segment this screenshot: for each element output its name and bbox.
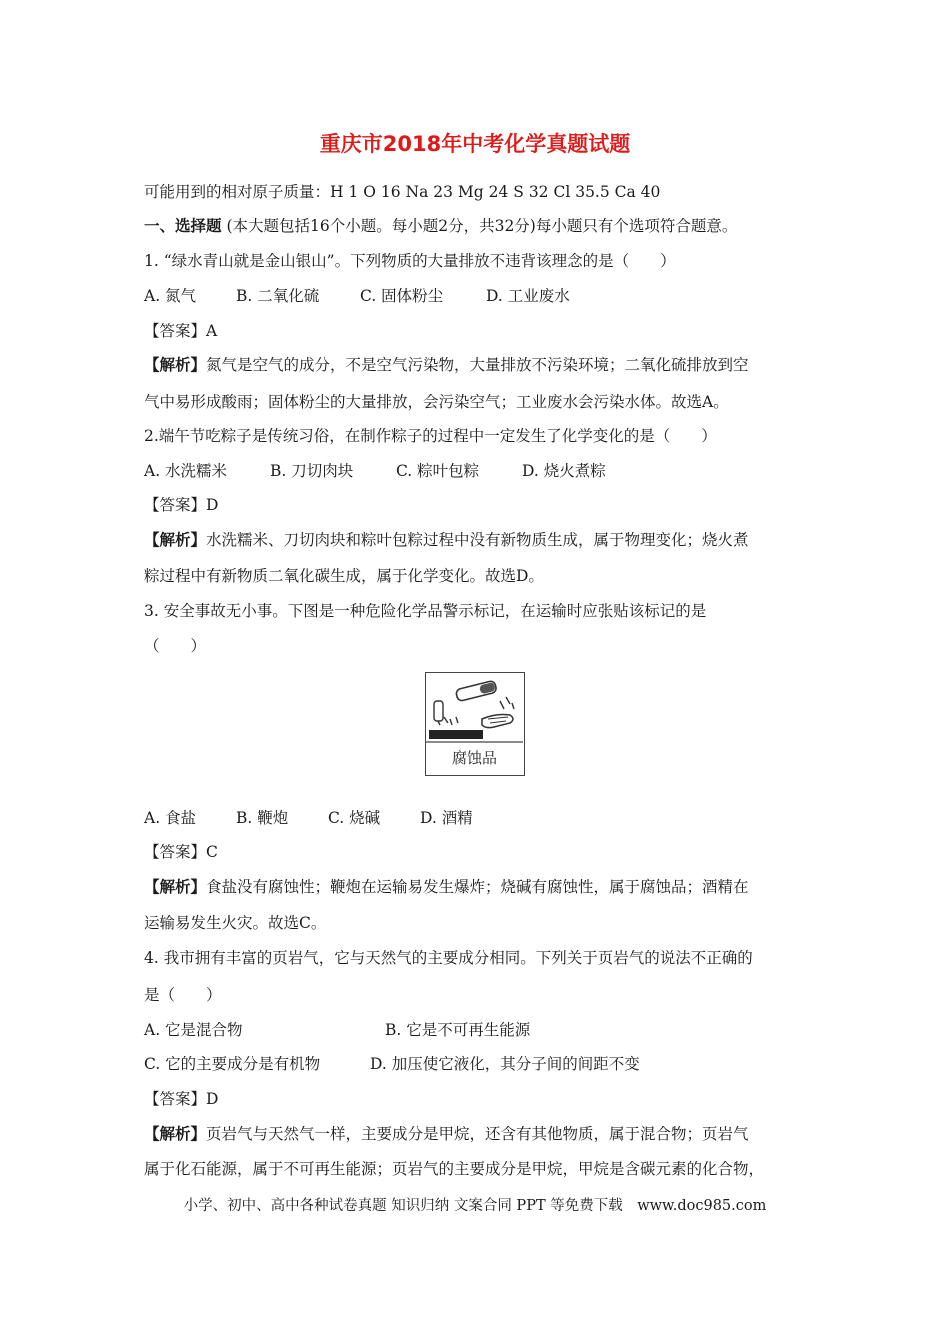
q1-option-d: D. 工业废水 [486, 287, 570, 305]
q2-option-c: C. 粽叶包粽 [396, 462, 480, 480]
q2-option-d: D. 烧火煮粽 [522, 462, 606, 480]
q3-analysis-line-2: 运输易发生火灾。故选C。 [144, 914, 327, 932]
q2-analysis-line-1 [144, 530, 749, 550]
q4-analysis-line-1 [144, 1124, 749, 1144]
q2-analysis-text-1: 水洗糯米、刀切肉块和粽叶包粽过程中没有新物质生成，属于物理变化；烧火煮 [206, 531, 749, 549]
q3-option-d: D. 酒精 [420, 809, 473, 827]
q3-stem-line-1: 3. 安全事故无小事。下图是一种危险化学品警示标记，在运输时应张贴该标记的是 [144, 602, 707, 620]
q2-options [144, 461, 606, 481]
q1-analysis-text-1: 氮气是空气的成分，不是空气污染物，大量排放不污染环境；二氧化硫排放到空 [206, 356, 749, 374]
q3-option-c: C. 烧碱 [328, 809, 381, 827]
page-footer: 小学、初中、高中各种试卷真题 知识归纳 文案合同 PPT 等免费下载 www.doc985.com [183, 1198, 767, 1214]
q4-option-c: C. 它的主要成分是有机物 [144, 1055, 321, 1073]
q4-option-a: A. 它是混合物 [144, 1021, 243, 1039]
q1-analysis-line-1 [144, 355, 749, 375]
q4-option-d: D. 加压使它液化，其分子间的间距不变 [370, 1055, 640, 1073]
q3-analysis-line-1 [144, 877, 749, 897]
q3-answer: 【答案】C [144, 843, 218, 861]
q1-option-b: B. 二氧化硫 [236, 287, 320, 305]
q2-analysis-label: 【解析】 [144, 530, 207, 549]
q2-analysis-line-2: 粽过程中有新物质二氧化碳生成，属于化学变化。故选D。 [144, 567, 544, 585]
corrosive-warning-sign [425, 672, 525, 776]
q3-analysis-text-1: 食盐没有腐蚀性；鞭炮在运输易发生爆炸；烧碱有腐蚀性，属于腐蚀品；酒精在 [206, 878, 749, 896]
q2-answer: 【答案】D [144, 496, 219, 514]
sign-label: 腐蚀品 [451, 749, 498, 767]
q4-option-b: B. 它是不可再生能源 [385, 1021, 531, 1039]
q4-stem-line-2: 是（ ） [144, 986, 222, 1004]
q4-analysis-line-2: 属于化石能源，属于不可再生能源；页岩气的主要成分是甲烷，甲烷是含碳元素的化合物， [144, 1160, 765, 1178]
page-title: 重庆市2018年中考化学真题试题 [319, 132, 631, 156]
q1-analysis-line-2: 气中易形成酸雨；固体粉尘的大量排放，会污染空气；工业废水会污染水体。故选A。 [144, 393, 729, 411]
q4-stem-line-1: 4. 我市拥有丰富的页岩气，它与天然气的主要成分相同。下列关于页岩气的说法不正确的 [144, 949, 753, 967]
q2-stem: 2.端午节吃粽子是传统习俗，在制作粽子的过程中一定发生了化学变化的是（ ） [144, 427, 717, 445]
atomic-masses: 可能用到的相对原子质量：H 1 O 16 Na 23 Mg 24 S 32 Cl 35.5 Ca 40 [144, 183, 661, 201]
q1-stem: 1. “绿水青山就是金山银山”。下列物质的大量排放不违背该理念的是（ ） [144, 252, 676, 270]
section-heading-line [144, 216, 737, 236]
q1-option-a: A. 氮气 [144, 287, 197, 305]
q2-option-b: B. 刀切肉块 [270, 462, 354, 480]
corrosive-hazard-icon [426, 673, 523, 774]
section-note: (本大题包括16个小题。每小题2分，共32分)每小题只有个选项符合题意。 [226, 217, 738, 235]
q1-answer: 【答案】A [144, 322, 218, 340]
q3-option-a: A. 食盐 [144, 809, 197, 827]
section-heading: 一、选择题 [144, 216, 222, 235]
q2-option-a: A. 水洗糯米 [144, 462, 228, 480]
q3-option-b: B. 鞭炮 [236, 809, 289, 827]
q3-options [144, 808, 473, 828]
q4-analysis-text-1: 页岩气与天然气一样，主要成分是甲烷，还含有其他物质，属于混合物；页岩气 [206, 1125, 749, 1143]
q4-options-row-1 [144, 1020, 530, 1040]
q4-answer: 【答案】D [144, 1090, 219, 1108]
q1-option-c: C. 固体粉尘 [360, 287, 444, 305]
q1-analysis-label: 【解析】 [144, 355, 207, 374]
q3-stem-line-2: （ ） [144, 637, 207, 655]
q3-analysis-label: 【解析】 [144, 877, 207, 896]
q4-analysis-label: 【解析】 [144, 1124, 207, 1143]
q4-options-row-2 [144, 1054, 640, 1074]
q1-options [144, 286, 570, 306]
